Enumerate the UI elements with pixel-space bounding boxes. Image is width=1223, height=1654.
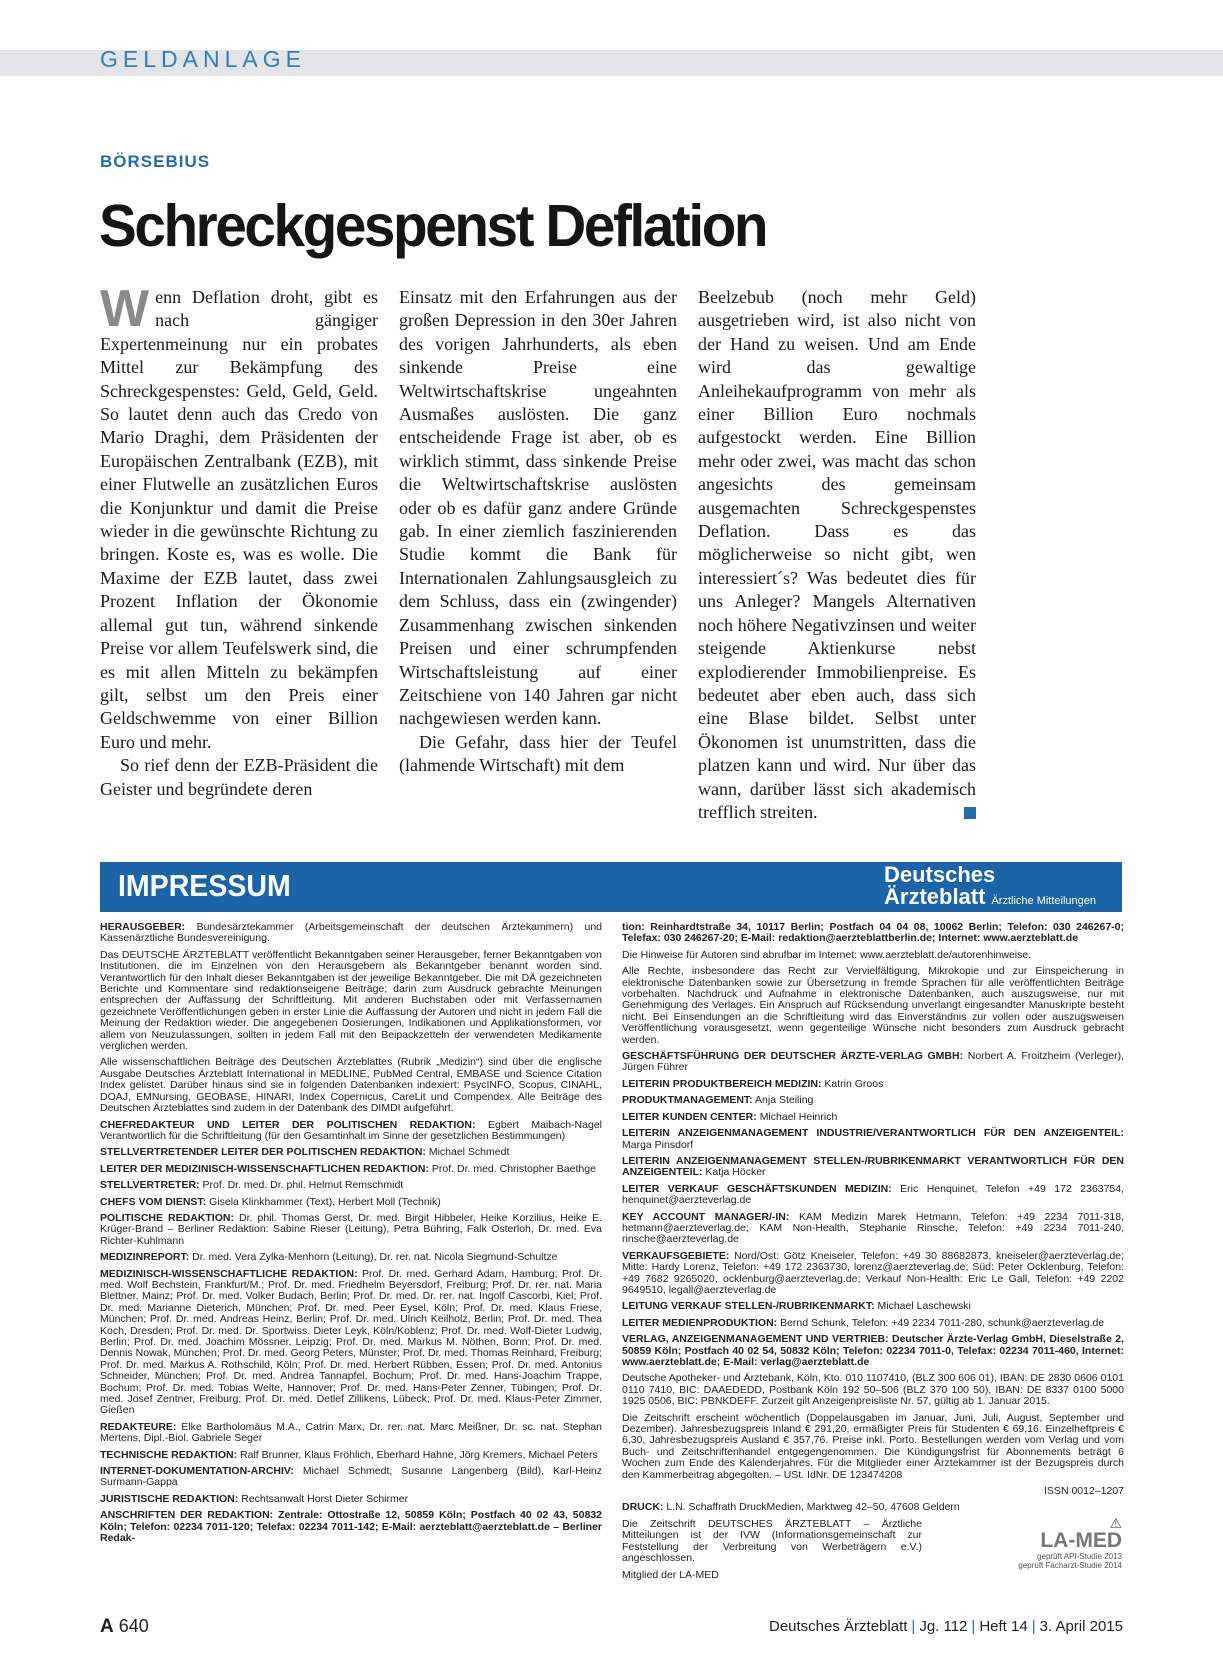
logo-line-2 bbox=[884, 886, 1096, 912]
impressum-text: Michael Schmedt, Susanne Langenberg (Bild), Karl-Heinz Surmann-Gappa bbox=[100, 1465, 603, 1489]
impressum-entry bbox=[100, 1510, 602, 1544]
article-column-3 bbox=[698, 286, 976, 824]
impressum-label: TECHNISCHE REDAKTION: bbox=[100, 1448, 238, 1461]
impressum-label: KEY ACCOUNT MANAGER/-IN: bbox=[622, 1210, 790, 1223]
footer-volume: Jg. 112 bbox=[919, 1618, 968, 1635]
impressum-label: HERAUSGEBER: bbox=[100, 921, 186, 933]
impressum-entry bbox=[100, 1466, 602, 1489]
impressum-text: Deutsche Apotheker- und Ärztebank, Köln, Kto. 010 1107410, (BLZ 300 606 01), IBAN: DE 2830 0606 0101 0110 7410, BIC: DAAEDEDD, Postbank Köln 192 50–506 (BLZ 370 100 50), IBAN: DE 8337 0100 5000 1925 0506, BIC: PBNKDEFF. Zurzeit gilt Anzeigenpreisliste Nr. 57, gültig ab 1. Januar 2015. bbox=[622, 1372, 1124, 1408]
impressum-entry bbox=[100, 1147, 602, 1158]
footer-date: 3. April 2015 bbox=[1039, 1618, 1123, 1635]
end-mark-icon bbox=[964, 807, 976, 819]
impressum-text: KAM Medizin Marek Hetmann, Telefon: +49 2234 7011-318, hetmann@aerzteverlag.de; KAM Non-Health, Stephanie Rinsche, Telefon: +49 2234 7011-240, rinsche@aerzteverlag.de bbox=[622, 1210, 1124, 1246]
impressum-text: Norbert A. Froitzheim (Verleger), Jürgen Führer bbox=[622, 1050, 1124, 1074]
article-paragraph: Einsatz mit den Erfahrungen aus der großen Depression in den 30er Jahren des vorigen Jahrhunderts, als eben sinkende Preise eine Weltwirtschaftskrise ungeahnten Ausmaßes auslösten. Die ganz entscheidende Frage ist aber, ob es wirklich stimmt, dass sinkende Preise die Weltwirtschaftskrise auslösten oder ob es dafür ganz andere Gründe gab. In einer ziemlich faszinierenden Studie kommt die Bank für Internationalen Zahlungsausgleich zu dem Schluss, dass ein (zwingender) Zusammenhang zwischen sinkenden Preisen und einer schrumpfenden Wirtschaftsleistung auf einer Zeitschiene von 140 Jahren gar nicht nachgewiesen werden kann. bbox=[399, 287, 677, 729]
impressum-text: Eric Henquinet, Telefon +49 172 2363754, henquinet@aerzteverlag.de bbox=[622, 1182, 1125, 1207]
page-number bbox=[100, 1616, 149, 1638]
impressum-entry bbox=[622, 1413, 1124, 1481]
article-title: Schreckgespenst Deflation bbox=[99, 193, 767, 259]
impressum-entry bbox=[622, 966, 1124, 1046]
section-label: GELDANLAGE bbox=[100, 46, 306, 72]
impressum-label: LEITERIN PRODUKTBEREICH MEDIZIN: bbox=[622, 1077, 822, 1090]
article-column-2 bbox=[399, 286, 677, 778]
page-prefix: A bbox=[100, 1616, 114, 1637]
impressum-text: Bundesärztekammer (Arbeitsgemeinschaft der deutschen Ärztekammern) und Kassenärztliche Bundesvereinigung. bbox=[100, 921, 603, 945]
impressum-header bbox=[100, 862, 1122, 912]
impressum-text: Egbert Maibach-Nagel Verantwortlich für die Schriftleitung (für den Gesamtinhalt im Sinne der gesetzlichen Bestimmungen) bbox=[100, 1118, 602, 1142]
impressum-entry bbox=[100, 1057, 602, 1114]
impressum-text: Prof. Dr. med. Gerhard Adam, Hamburg; Prof. Dr. med. Wolf Bechstein, Frankfurt/M.; Prof. Dr. med. Friedhelm Beyersdorf, Freiburg; Prof. Dr. rer. nat. Maria Blettner, Mainz; Prof. Dr. med. Volker Budach, Berlin; Prof. Dr. med. Dr. rer. nat. Ingolf Cascorbi, Kiel; Prof. Dr. med. Marianne Dieterich, München; Prof. Dr. med. Peer Eysel, Köln; Prof. Dr. med. Klaus Friese, München; Prof. Dr. med. Andreas Heinz, Berlin; Prof. Dr. med. Ulrich Keilholz, Berlin; Prof. Dr. med. Thea Koch, Dresden; Prof. Dr. med. Dr. Sportwiss. Dieter Leyk, Köln/Koblenz; Prof. Dr. med. Wolf-Dieter Ludwig, Berlin; Prof. Dr. med. Joachim Mössner, Leipzig; Prof. Dr. med. Markus M. Nöthen, Bonn; Prof. Dr. med. Dennis Nowak, München; Prof. Dr. med. Georg Peters, Münster; Prof. Dr. med. Thomas Reinhard, Freiburg; Prof. Dr. med. Markus A. Rothschild, Köln; Prof. Dr. med. Herbert Rübben, Essen; Prof. Dr. med. Antonius Schneider, München; Prof. Dr. med. Andrea Tannapfel, Bochum; Prof. Dr. med. Hans-Joachim Trappe, Bochum; Prof. Dr. med. Tobias Welte, Hannover; Prof. Dr. med. Hans-Peter Zenner, Tübingen; Prof. Dr. med. Josef Zentner, Freiburg; Prof. Dr. med. Detlef Zillikens, Lübeck; Prof. Dr. med. Klaus-Peter Zimmer, Gießen bbox=[100, 1267, 602, 1417]
page-number-value: 640 bbox=[118, 1616, 149, 1636]
impressum-entry bbox=[622, 1128, 1124, 1151]
impressum-text: Das DEUTSCHE ÄRZTEBLATT veröffentlicht Bekanntgaben seiner Herausgeber, ferner Bekanntgaben von Institutionen, die im Einzelnen von den Herausgebern als Bekanntgeber benannt worden sind. Verantwortlich für den Inhalt dieser Bekanntgaben ist der jeweilige Bekanntgeber. Die mit DÄ gezeichneten Berichte und Kommentare sind redaktionseigene Beiträge; darin zum Ausdruck gebrachte Meinungen entsprechen der Auffassung der Schriftleitung. Mit anderen Buchstaben oder mit Verfassernamen gezeichnete Veröffentlichungen geben in erster Linie die Auffassung der Autoren und nicht in jedem Fall die Meinung der Redaktion wieder. Die angegebenen Dosierungen, Indikationen und Applikationsformen, vor allem von Neuzulassungen, sollten in jedem Fall mit den Beipackzetteln der verwendeten Medikamente verglichen werden. bbox=[100, 948, 602, 1053]
impressum-text: Anja Steiling bbox=[755, 1094, 814, 1107]
article-paragraph: So rief denn der EZB-Präsident die Geister und begründete deren bbox=[100, 755, 378, 799]
impressum-label: LEITER MEDIENPRODUKTION: bbox=[622, 1316, 778, 1329]
lamed-line-1: geprüft API-Studie 2013 bbox=[1037, 1552, 1122, 1561]
impressum-label: MEDIZINISCH-WISSENSCHAFTLICHE REDAKTION: bbox=[100, 1267, 358, 1280]
paragraph-text: Beelzebub (noch mehr Geld) ausgetrieben wird, ist also nicht von der Hand zu weisen. Und am Ende wird das gewaltige Anleihekaufprogramm von mehr als einer Billion Euro nochmals aufgestockt werden. Eine Billion mehr oder zwei, was macht das schon angesichts des gemeinsam ausgemachten Schreckgespenstes Deflation. Dass es das möglicherweise so nicht gibt, wen interessiert´s? Was bedeutet dies für uns Anleger? Mangels Alternativen noch höhere Negativzinsen und weiter steigende Aktienkurse nebst explodierender Immobilienpreise. Es bedeutet aber eben auch, dass sich eine Blase bildet. Selbst unter Ökonomen ist unumstritten, dass die platzen kann und wird. Nur über das wann, darüber lässt sich akademisch trefflich streiten. bbox=[698, 287, 976, 822]
article-paragraph bbox=[100, 280, 378, 754]
impressum-entry bbox=[622, 1212, 1124, 1246]
impressum-text: Prof. Dr. med. Christopher Baethge bbox=[431, 1162, 596, 1175]
impressum-entry bbox=[100, 1450, 602, 1461]
impressum-text: Bernd Schunk, Telefon: +49 2234 7011-280, schunk@aerzteverlag.de bbox=[780, 1316, 1105, 1329]
impressum-entry bbox=[100, 922, 602, 945]
paragraph-text: enn Deflation droht, gibt es nach gängiger Expertenmeinung nur ein probates Mittel zur Bekämpfung des Schreckgespenstes: Geld, Geld, Geld. So lautet denn auch das Credo von Mario Draghi, dem Präsidenten der Europäischen Zentralbank (EZB), mit einer Flutwelle an zusätzlichen Euros die Konjunktur und damit die Preise wieder in die gewünschte Richtung zu bringen. Koste es, was es wolle. Die Maxime der EZB lautet, dass zwei Prozent Inflation der Ökonomie allemal gut tun, während sinkende Preise vor allem Teufelswerk sind, die es mit allen Mitteln zu bekämpfen gilt, selbst um den Preis einer Geldschwemme von einer Billion Euro und mehr. bbox=[100, 287, 378, 752]
impressum-entry bbox=[100, 1120, 602, 1143]
impressum-label: LEITERIN ANZEIGENMANAGEMENT STELLEN-/RUBRIKENMARKT VERANTWORTLICH FÜR DEN ANZEIGENTEIL: bbox=[622, 1154, 1124, 1179]
impressum-entry bbox=[100, 1494, 602, 1505]
impressum-entry bbox=[622, 922, 1124, 945]
impressum-right-items bbox=[622, 922, 1124, 1481]
impressum-text: Alle Rechte, insbesondere das Recht zur Vervielfältigung, Mikrokopie und zur Einspeicherung in elektronische Datenbanken sowie zur Übersetzung in fremde Sprachen für alle veröffentlichten Beiträge vorbehalten. Nachdruck und Aufnahme in elektronische Datenbanken, auch auszugsweise, nur mit Genehmigung des Verlages. Ein Anspruch auf Rücksendung unverlangt eingesandter Manuskripte besteht nicht. Bei Einsendungen an die Schriftleitung wird das Einverständnis zur vollen oder auszugsweisen Veröffentlichung vorausgesetzt, wenn gegenteilige Wünsche nicht besonders zum Ausdruck gebracht werden. bbox=[622, 965, 1124, 1046]
impressum-entry bbox=[100, 1269, 602, 1417]
impressum-entry bbox=[100, 1252, 602, 1263]
impressum-text: Dr. med. Vera Zylka-Menhorn (Leitung), Dr. rer. nat. Nicola Siegmund-Schultze bbox=[192, 1251, 558, 1264]
impressum-label: INTERNET-DOKUMENTATION-ARCHIV: bbox=[100, 1465, 294, 1478]
impressum-entry bbox=[100, 1197, 602, 1208]
lamed-badge bbox=[1010, 1516, 1122, 1570]
impressum-text: Die Hinweise für Autoren sind abrufbar im Internet: www.aerzteblatt.de/autorenhinweise. bbox=[622, 948, 1032, 961]
impressum-title: IMPRESSUM bbox=[118, 868, 291, 903]
impressum-entry bbox=[622, 1156, 1124, 1179]
impressum-text: Katrin Groos bbox=[824, 1077, 884, 1090]
druck-text: L.N. Schaffrath DruckMedien, Marktweg 42–50, 47608 Geldern bbox=[666, 1501, 960, 1514]
impressum-label: VERLAG, ANZEIGENMANAGEMENT UND VERTRIEB: Deutscher Ärzte-Verlag GmbH, Dieselstraße 2, 50859 Köln; Postfach 40 02 54, 50832 Köln; Telefon: 02234 7011-0, Telefax: 02234 7011-460, Internet: www.aerzteblatt.de; E-Mail: verlag@aerzteblatt.de bbox=[622, 1333, 1124, 1368]
impressum-entry bbox=[622, 1318, 1124, 1329]
journal-logo bbox=[884, 864, 1096, 912]
impressum-entry bbox=[100, 1180, 602, 1191]
impressum-text: Michael Laschewski bbox=[877, 1300, 971, 1313]
impressum-label: VERKAUFSGEBIETE: bbox=[622, 1249, 730, 1262]
impressum-label: LEITER KUNDEN CENTER: bbox=[622, 1110, 757, 1123]
impressum-entry bbox=[622, 1184, 1124, 1207]
impressum-label: REDAKTEURE: bbox=[100, 1420, 177, 1433]
lamed-logo: LA-MED bbox=[1040, 1529, 1122, 1552]
impressum-text: Die Zeitschrift erscheint wöchentlich (Doppelausgaben im Januar, Juni, Juli, August, September und Dezember). Jahresbezugspreis Inland € 291,20, ermäßigter Preis für Studenten € 69,16. Einzelheftpreis € 6,30, Jahresbezugspreis Ausland € 357,76. Preise inkl. Porto. Bestellungen werden vom Verlag und vom Buch- und Zeitschriftenhandel entgegengenommen. Die Kündigungsfrist für Abonnements beträgt 6 Wochen zum Ende des Kalenderjahres. Für die Mitglieder einer Ärztekammer ist der Bezugspreis durch den Kammerbeitrag abgegolten. – USt. IdNr. DE 123474208 bbox=[622, 1411, 1124, 1481]
impressum-text: Rechtsanwalt Horst Dieter Schirmer bbox=[241, 1492, 409, 1505]
impressum-label: STELLVERTRETER: bbox=[100, 1179, 200, 1192]
impressum-entry bbox=[100, 1422, 602, 1445]
impressum-text: Gisela Klinkhammer (Text), Herbert Moll (Technik) bbox=[209, 1195, 441, 1208]
impressum-label: JURISTISCHE REDAKTION: bbox=[100, 1492, 239, 1505]
impressum-text: Alle wissenschaftlichen Beiträge des Deutschen Ärzteblattes (Rubrik „Medizin“) sind über die englische Ausgabe Deutsches Ärzteblatt International in MEDLINE, PubMed Central, EMBASE und Science Citation Index gelistet. Darüber hinaus sind sie in folgenden Datenbanken indexiert: PsycINFO, Scopus, CINAHL, DOAJ, EMNursing, GEOBASE, HINARI, Index Copernicus, CareLit und Compendex. Alle Beiträge des Deutschen Ärzteblattes sind zudem in der Datenbank des DIMDI aufgeführt. bbox=[100, 1056, 602, 1115]
impressum-entry bbox=[622, 1334, 1124, 1368]
impressum-entry bbox=[622, 1251, 1124, 1297]
footer-journal: Deutsches Ärzteblatt bbox=[769, 1618, 908, 1635]
dropcap: W bbox=[100, 280, 150, 338]
logo-name: Ärzteblatt bbox=[884, 884, 986, 909]
impressum-text: Prof. Dr. med. Dr. phil. Helmut Remschmidt bbox=[202, 1179, 404, 1192]
impressum-label: LEITER VERKAUF GESCHÄFTSKUNDEN MEDIZIN: bbox=[622, 1182, 892, 1195]
impressum-label: LEITERIN ANZEIGENMANAGEMENT INDUSTRIE/VERANTWORTLICH FÜR DEN ANZEIGENTEIL: bbox=[622, 1127, 1124, 1140]
article-column-1 bbox=[100, 280, 378, 801]
impressum-entry bbox=[622, 950, 1124, 961]
impressum-text: Katja Höcker bbox=[705, 1166, 766, 1179]
impressum-label: MEDIZINREPORT: bbox=[100, 1251, 190, 1264]
article-paragraph: Die Gefahr, dass hier der Teufel (lahmende Wirtschaft) mit dem bbox=[399, 731, 677, 776]
impressum-entry bbox=[622, 1373, 1124, 1407]
impressum-entry bbox=[622, 1095, 1124, 1106]
impressum-label: PRODUKTMANAGEMENT: bbox=[622, 1094, 753, 1107]
footer-separator: | bbox=[1031, 1618, 1036, 1635]
impressum-entry bbox=[622, 1051, 1124, 1074]
impressum-entry bbox=[100, 1213, 602, 1247]
impressum-text: Elke Bartholomäus M.A., Catrin Marx, Dr. rer. nat. Marc Meißner, Dr. sc. nat. Stephan Mertens, Dipl.-Biol. Gabriele Seger bbox=[100, 1420, 602, 1445]
druck-label: DRUCK: bbox=[622, 1501, 664, 1514]
logo-line-1: Deutsches bbox=[884, 862, 996, 887]
impressum-text: Marga Pinsdorf bbox=[622, 1138, 694, 1151]
logo-subtitle: Ärztliche Mitteilungen bbox=[991, 895, 1097, 907]
ivw-note: Die Zeitschrift DEUTSCHES ÄRZTEBLATT – Ärztliche Mitteilungen ist der IVW (Informationsgemeinschaft zur Feststellung der Verbreitung von Werbeträgern e.V.) angeschlossen. bbox=[622, 1517, 922, 1565]
impressum-label: tion: Reinhardtstraße 34, 10117 Berlin; Postfach 04 04 08, 10062 Berlin; Telefon: 030 246267-0; Telefax: 030 246267-20; E-Mail: redaktion@aerzteblattberlin.de; Internet: www.aerzteblatt.de bbox=[622, 921, 1124, 945]
footer-citation bbox=[769, 1618, 1123, 1635]
impressum-label: STELLVERTRETENDER LEITER DER POLITISCHEN REDAKTION: bbox=[100, 1146, 426, 1159]
lamed-line-2: geprüft Facharzt-Studie 2014 bbox=[1018, 1561, 1122, 1570]
impressum-label: POLITISCHE REDAKTION: bbox=[100, 1211, 234, 1224]
footer-separator: | bbox=[971, 1618, 976, 1635]
impressum-text: Michael Heinrich bbox=[759, 1110, 838, 1123]
impressum-text: Michael Schmedt bbox=[428, 1146, 510, 1159]
impressum-label: LEITER DER MEDIZINISCH-WISSENSCHAFTLICHEN REDAKTION: bbox=[100, 1162, 429, 1175]
impressum-label: ANSCHRIFTEN DER REDAKTION: Zentrale: Ottostraße 12, 50859 Köln; Postfach 40 02 43, 50832 Köln; Telefon: 02234 7011-120; Telefax: 02234 7011-142; E-Mail: aerzteblatt@aerzteblatt.de – Berliner Redak- bbox=[100, 1509, 602, 1545]
impressum-entry bbox=[100, 950, 602, 1053]
impressum-entry bbox=[622, 1112, 1124, 1123]
impressum-entry bbox=[622, 1079, 1124, 1090]
impressum-text: Ralf Brunner, Klaus Fröhlich, Eberhard Hahne, Jörg Kremers, Michael Peters bbox=[240, 1448, 598, 1461]
impressum-text: Nord/Ost: Götz Kneiseler, Telefon: +49 30 88682873, kneiseler@aerzteverlag.de; Mitte: Hardy Lorenz, Telefon: +49 172 2363730, lorenz@aerzteverlag.de; Süd: Peter Ocklenburg, Telefon: +49 7682 9265020, ocklenburg@aerzteverlag.de; Verkauf Non-Health: Eric Le Gall, Telefon: +49 2202 9649510, legall@aerzteverlag.de bbox=[622, 1249, 1124, 1296]
druck bbox=[622, 1502, 1124, 1513]
lamed-member: Mitglied der LA-MED bbox=[622, 1568, 719, 1581]
impressum-left-column bbox=[100, 922, 602, 1550]
issn: ISSN 0012–1207 bbox=[1044, 1485, 1124, 1498]
article-kicker: BÖRSEBIUS bbox=[100, 152, 211, 171]
warning-triangle-icon: ⚠ bbox=[1109, 1515, 1122, 1531]
impressum-label: CHEFS VOM DIENST: bbox=[100, 1195, 207, 1208]
footer-issue: Heft 14 bbox=[979, 1618, 1028, 1635]
impressum-label: LEITUNG VERKAUF STELLEN-/RUBRIKENMARKT: bbox=[622, 1300, 875, 1313]
impressum-text: Dr. phil. Thomas Gerst, Dr. med. Birgit Hibbeler, Heike Korzilius, Heike E. Krüger-Brand – Berliner Redaktion: Sabine Rieser (Leitung), Petra Bühring, Falk Osterloh, Dr. med. Eva Richter-Kuhlmann bbox=[100, 1211, 602, 1247]
impressum-label: CHEFREDAKTEUR UND LEITER DER POLITISCHEN REDAKTION: bbox=[100, 1118, 476, 1131]
impressum-entry bbox=[100, 1164, 602, 1175]
footer-separator: | bbox=[911, 1618, 916, 1635]
impressum-right-column bbox=[622, 922, 1124, 1586]
impressum-entry bbox=[622, 1301, 1124, 1312]
impressum-label: GESCHÄFTSFÜHRUNG DER DEUTSCHER ÄRZTE-VERLAG GMBH: bbox=[622, 1050, 964, 1063]
article-paragraph bbox=[698, 286, 976, 824]
